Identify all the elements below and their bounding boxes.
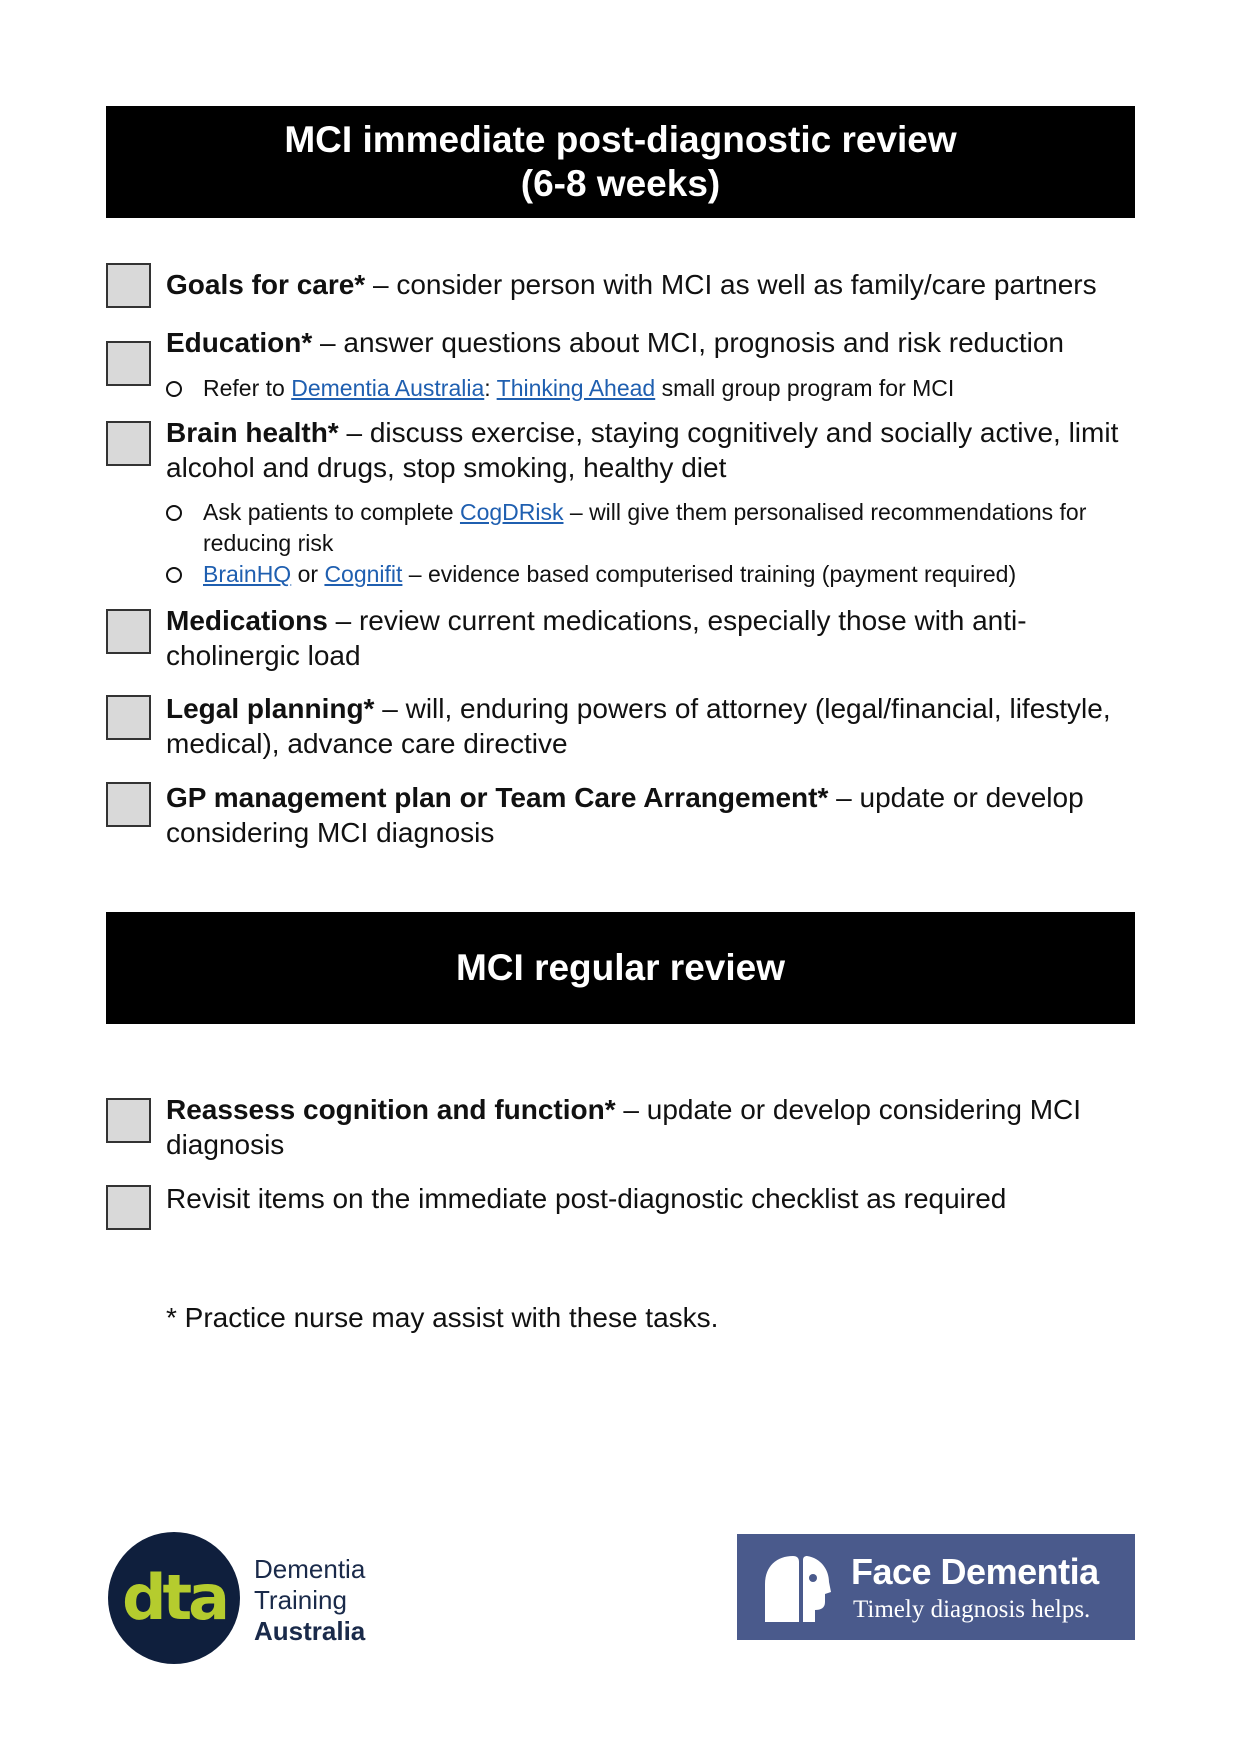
dta-logo-wordmark (254, 1554, 365, 1647)
sub-text: or (291, 561, 325, 587)
link-cogdrisk[interactable]: CogDRisk (459, 499, 564, 525)
item-title: Goals for care* (166, 269, 366, 300)
dta-word-3: Australia (254, 1616, 366, 1646)
item-title: Brain health* (166, 417, 339, 448)
item-title: Education* (166, 327, 313, 358)
item-description: – will, enduring powers of attorney (legal/financial, lifestyle, medical), advance care directive (166, 693, 1111, 759)
item-description: Revisit items on the immediate post-diagnostic checklist as required (166, 1183, 1007, 1214)
item-description: – discuss exercise, staying cognitively and socially active, limit alcohol and drugs, stop smoking, healthy diet (166, 417, 1119, 483)
item-title: GP management plan or Team Care Arrangement* (166, 782, 829, 813)
hollow-bullet-icon (166, 505, 182, 521)
link-cognifit[interactable]: Cognifit (324, 561, 403, 587)
sub-text: Refer to (203, 375, 292, 401)
hollow-bullet-icon (166, 567, 182, 583)
checkbox-revisit[interactable] (106, 1185, 151, 1230)
item-text-reassess (166, 1092, 1140, 1162)
sub-text: – will give them personalised recommendations for reducing risk (203, 499, 1087, 556)
item-text-goals (166, 267, 1140, 302)
item-title: Legal planning* (166, 693, 375, 724)
dta-word-1: Dementia (254, 1554, 366, 1584)
section-banner-immediate-review (106, 106, 1135, 218)
checkbox-education[interactable] (106, 341, 151, 386)
section-title: MCI regular review (455, 947, 785, 988)
item-text-medications (166, 603, 1140, 673)
sub-text: Ask patients to complete (203, 499, 460, 525)
checkbox-gp-plan[interactable] (106, 782, 151, 827)
checkbox-medications[interactable] (106, 609, 151, 654)
item-description: – update or develop considering MCI diagnosis (166, 1094, 1082, 1160)
checkbox-legal-planning[interactable] (106, 695, 151, 740)
section-title-line1: MCI immediate post-diagnostic review (284, 119, 957, 160)
fd-tagline: Timely diagnosis helps. (853, 1596, 1091, 1623)
item-text-brain-health (166, 415, 1140, 485)
dta-logo-mark (108, 1532, 240, 1664)
item-text-legal-planning (166, 691, 1140, 761)
face-dementia-logo (737, 1534, 1135, 1640)
item-description: – review current medications, especially those with anti-cholinergic load (166, 605, 1027, 671)
dta-monogram-text: dta (122, 1563, 226, 1633)
item-description: – answer questions about MCI, prognosis and risk reduction (312, 327, 1064, 358)
hollow-bullet-icon (166, 381, 182, 397)
link-dementia-australia[interactable]: Dementia Australia (291, 375, 485, 401)
section-title-line2: (6-8 weeks) (520, 163, 721, 204)
sub-text: : (484, 375, 491, 401)
sub-text: small group program for MCI (655, 375, 955, 401)
checkbox-reassess[interactable] (106, 1098, 151, 1143)
item-text-revisit (166, 1181, 1140, 1216)
section-banner-regular-review (106, 912, 1135, 1024)
item-text-education (166, 325, 1140, 360)
item-title: Medications (166, 605, 328, 636)
dta-monogram-icon (118, 1563, 230, 1633)
item-title: Reassess cognition and function* (166, 1094, 616, 1125)
fd-title: Face Dementia (851, 1551, 1099, 1592)
checkbox-goals[interactable] (106, 263, 151, 308)
item-description: – update or develop considering MCI diagnosis (166, 782, 1084, 848)
footnote: * Practice nurse may assist with these tasks. (166, 1302, 719, 1333)
two-faces-icon (759, 1552, 833, 1624)
dta-word-2: Training (254, 1585, 347, 1615)
dta-logo (108, 1532, 408, 1666)
item-text-gp-plan (166, 780, 1140, 850)
sub-text: – evidence based computerised training (payment required) (402, 561, 1017, 587)
link-thinking-ahead[interactable]: Thinking Ahead (496, 375, 656, 401)
link-brainhq[interactable]: BrainHQ (203, 561, 292, 587)
item-description: – consider person with MCI as well as family/care partners (365, 269, 1097, 300)
checkbox-brain-health[interactable] (106, 421, 151, 466)
